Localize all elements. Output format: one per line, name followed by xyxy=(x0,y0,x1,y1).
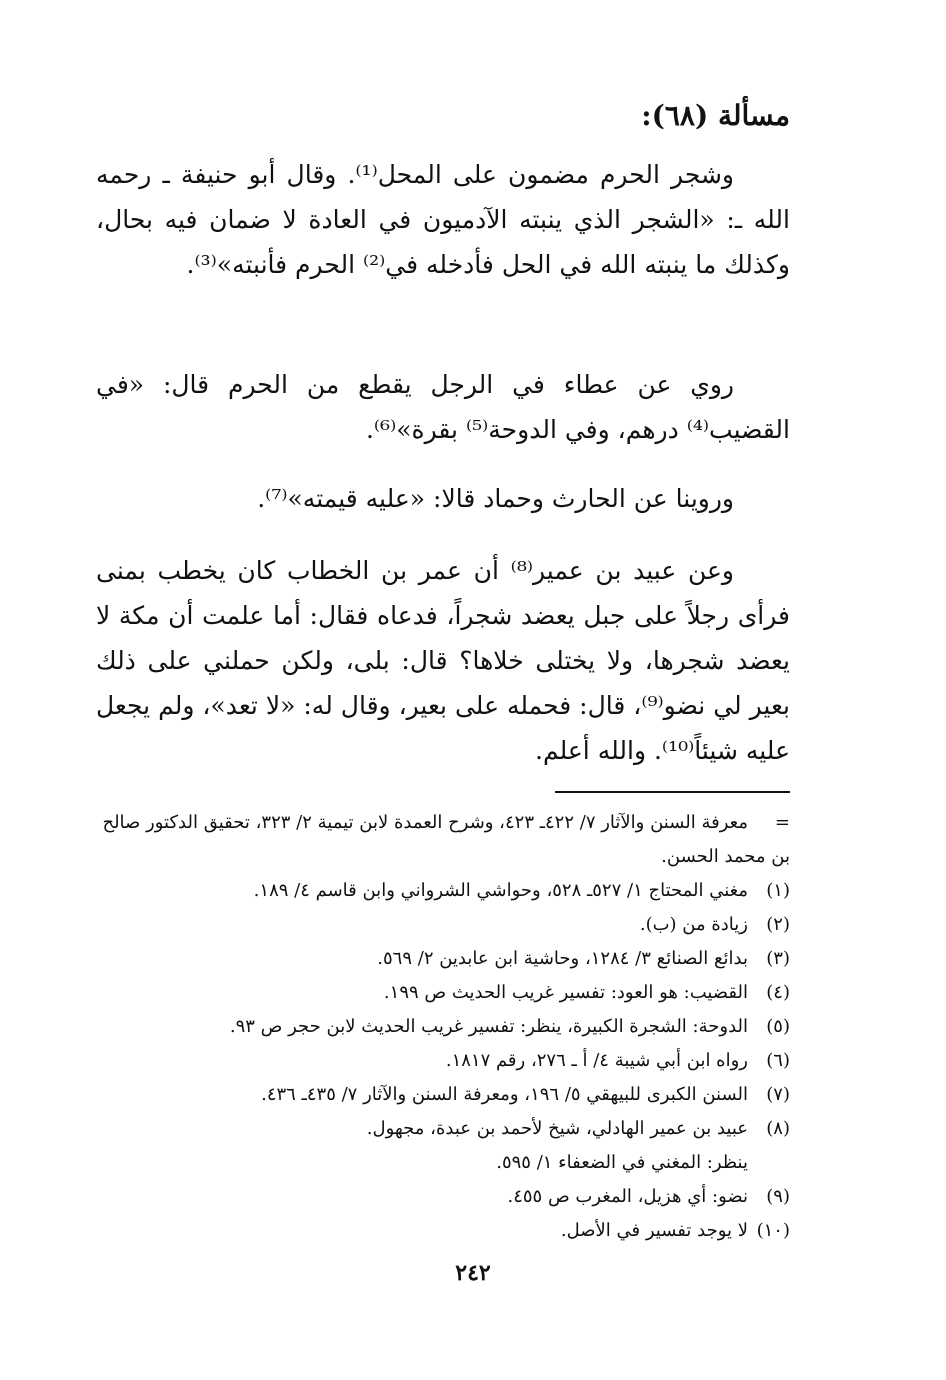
footnote-text: لا يوجد تفسير في الأصل. xyxy=(560,1220,748,1241)
paragraph-4-text: وعن عبيد بن عمير⁽⁸⁾ أن عمر بن الخطاب كان يخطب بمنى فرأى رجلاً على جبل يعضد شجراً، فدعاه فقال: أما علمت أن مكة لا يعضد شجرها، ولا يختلى خلاها؟ قال: بلى، ولكن حملني على ذلك بعير لي نضو⁽⁹⁾، قال: فحمله على بعير، وقال له: «لا تعد»، ولم يجعل عليه شيئاً⁽¹⁰⁾. والله أعلم. xyxy=(96,556,790,765)
footnote-separator xyxy=(555,791,790,793)
footnote-4 xyxy=(96,976,790,1010)
footnote-text: نضو: أي هزيل، المغرب ص ٤٥٥. xyxy=(507,1186,748,1207)
footnotes xyxy=(96,806,790,1248)
footnote-10 xyxy=(96,1214,790,1248)
footnote-3 xyxy=(96,942,790,976)
footnote-number: (٢) xyxy=(766,914,790,935)
footnote-number: (٧) xyxy=(766,1084,790,1105)
paragraph-2-text: روي عن عطاء في الرجل يقطع من الحرم قال: «في القضيب⁽⁴⁾ درهم، وفي الدوحة⁽⁵⁾ بقرة»⁽⁶⁾. xyxy=(96,370,790,444)
footnote-number: (٦) xyxy=(766,1050,790,1071)
footnote-text: زيادة من (ب). xyxy=(639,914,748,935)
paragraph-4 xyxy=(96,548,790,773)
footnote-8-continuation: ينظر: المغني في الضعفاء ١/ ٥٩٥. xyxy=(496,1152,748,1173)
footnote-number: (٤) xyxy=(766,982,790,1003)
footnote-5 xyxy=(96,1010,790,1044)
footnote-text: بدائع الصنائع ٣/ ١٢٨٤، وحاشية ابن عابدين ٢/ ٥٦٩. xyxy=(377,948,748,969)
page-number: ٢٤٢ xyxy=(455,1260,491,1286)
footnote-2 xyxy=(96,908,790,942)
paragraph-1-text: وشجر الحرم مضمون على المحل⁽¹⁾. وقال أبو حنيفة ـ رحمه الله ـ: «الشجر الذي ينبته الآدميون في العادة لا ضمان فيه بحال، وكذلك ما ينبته الله في الحل فأدخله في⁽²⁾ الحرم فأنبته»⁽³⁾. xyxy=(96,160,790,279)
footnote-continuation xyxy=(96,806,790,874)
footnote-text: عبيد بن عمير الهادلي، شيخ لأحمد بن عبدة، مجهول. xyxy=(366,1118,748,1139)
paragraph-1 xyxy=(96,152,790,287)
footnote-7 xyxy=(96,1078,790,1112)
footnote-text: معرفة السنن والآثار ٧/ ٤٢٢ـ ٤٢٣، وشرح العمدة لابن تيمية ٢/ ٣٢٣، تحقيق الدكتور صالح بن محمد الحسن. xyxy=(102,812,790,867)
paragraph-3 xyxy=(96,476,790,521)
footnote-8 xyxy=(96,1112,790,1180)
footnote-text: السنن الكبرى للبيهقي ٥/ ١٩٦، ومعرفة السنن والآثار ٧/ ٤٣٥ـ ٤٣٦. xyxy=(261,1084,748,1105)
footnote-number: (٣) xyxy=(766,948,790,969)
footnote-6 xyxy=(96,1044,790,1078)
paragraph-3-text: وروينا عن الحارث وحماد قالا: «عليه قيمته»⁽⁷⁾. xyxy=(257,484,734,513)
footnote-text: الدوحة: الشجرة الكبيرة، ينظر: تفسير غريب الحديث لابن حجر ص ٩٣. xyxy=(229,1016,748,1037)
footnote-9 xyxy=(96,1180,790,1214)
footnote-number: (١) xyxy=(766,880,790,901)
footnote-text: رواه ابن أبي شيبة ٤/ أ ـ ٢٧٦، رقم ١٨١٧. xyxy=(445,1050,748,1071)
footnote-number: (٥) xyxy=(766,1016,790,1037)
footnote-1 xyxy=(96,874,790,908)
footnote-number: (٩) xyxy=(766,1186,790,1207)
footnote-text: القضيب: هو العود: تفسير غريب الحديث ص ١٩٩. xyxy=(383,982,748,1003)
footnote-number: (١٠) xyxy=(756,1220,790,1241)
continuation-mark: = xyxy=(774,812,790,833)
footnote-number: (٨) xyxy=(766,1118,790,1139)
issue-heading: مسألة (٦٨): xyxy=(641,99,790,132)
paragraph-2 xyxy=(96,362,790,452)
footnote-text: مغني المحتاج ١/ ٥٢٧ـ ٥٢٨، وحواشي الشرواني وابن قاسم ٤/ ١٨٩. xyxy=(253,880,748,901)
